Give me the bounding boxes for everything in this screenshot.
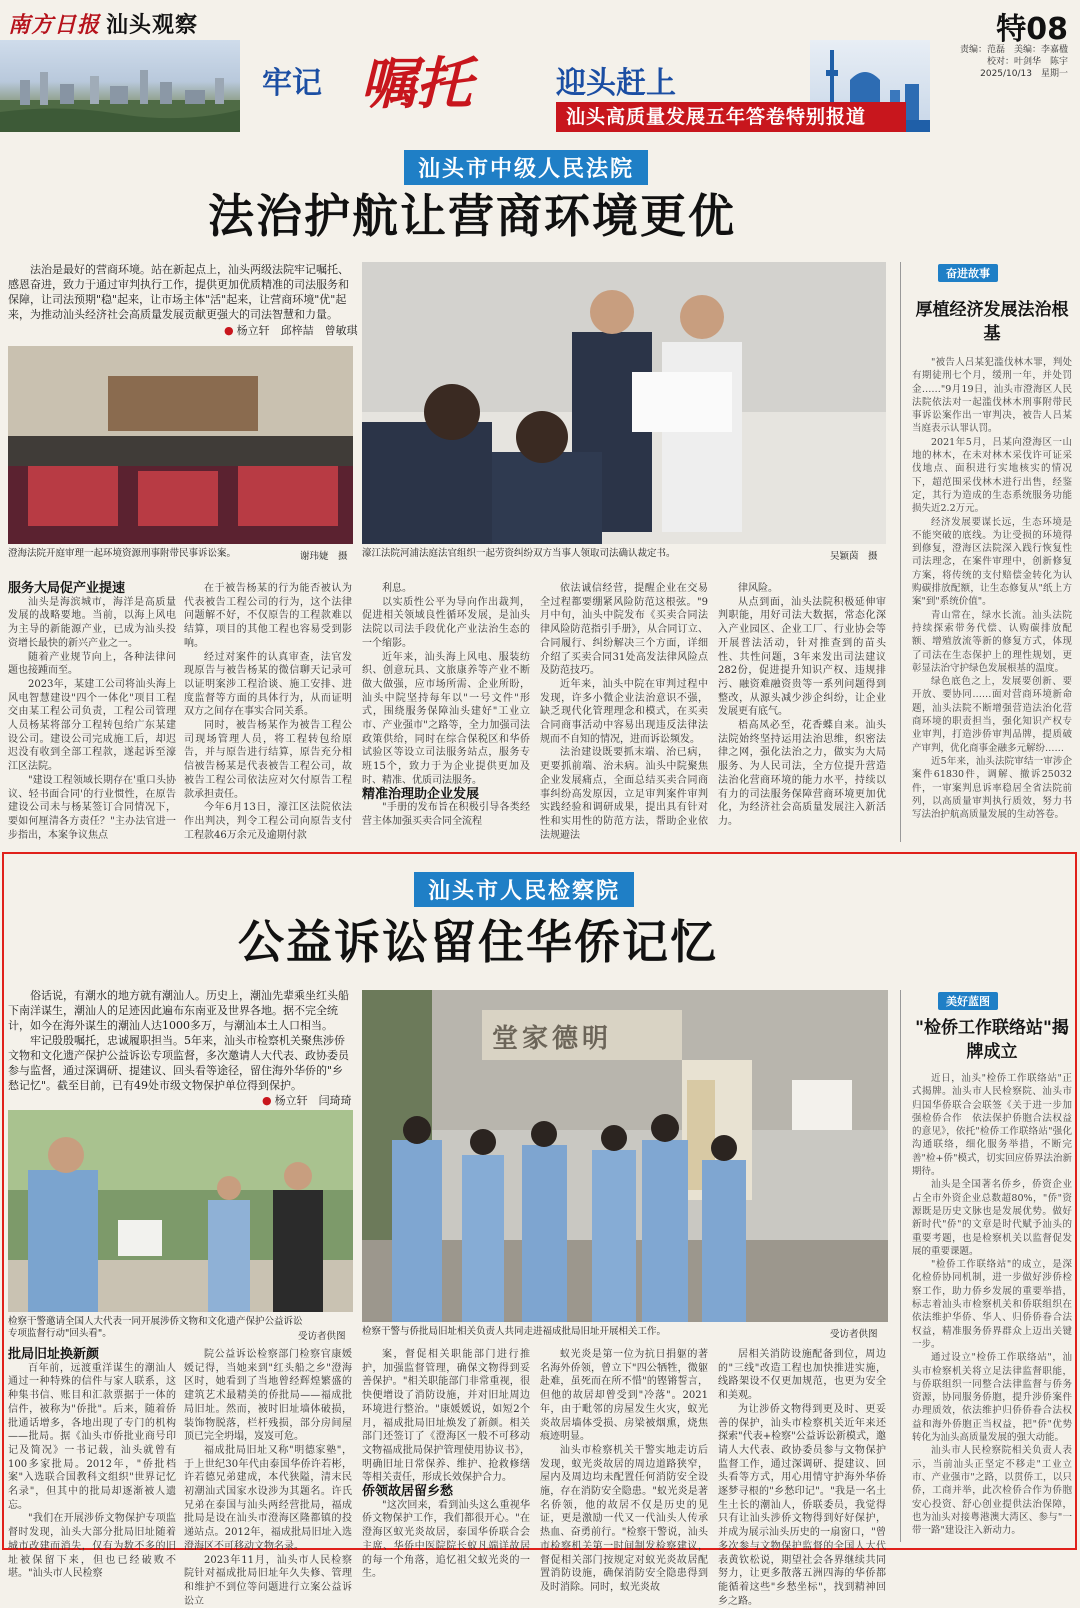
banner-slogan-a: 牢记 xyxy=(262,66,322,101)
article1-side-title: 厚植经济发展法治根基 xyxy=(915,300,1069,344)
building-plaque-text: 堂家德明 xyxy=(492,1024,613,1054)
paragraph: "检侨工作联络站"的成立，是深化检侨协同机制，进一步做好涉侨检察工作，助力侨乡发展的重要举措，标志着汕头市检察机关和侨联组织在依法维护华侨、华人、归侨侨眷合法权益，精准服务侨界群众上迈出关键一步。 xyxy=(912,1259,1072,1350)
article2-side-tag: 美好蓝图 xyxy=(938,992,998,1010)
banner-slogan-calligraphy: 嘱托 xyxy=(360,51,472,117)
paragraph: 绿色底色之上，发展要创新、要开放、要协同……面对营商环境新命题，汕头法院不断增强营造法治化营商环境的职责担当，强化知识产权专业审判，打造涉侨审判品牌，提质破产审判，优化商事金融多元解纷…… xyxy=(912,676,1072,754)
section-name: 汕头观察 xyxy=(106,13,199,38)
paragraph: 在于被告杨某的行为能否被认为代表被告工程公司的行为，这个法律问题解不好，不仅原告的工程款难以结算，项目的其他工程也容易受到影响。 xyxy=(184,583,352,649)
paragraph: 蚁光炎是第一位为抗日捐躯的著名海外侨领，曾立下"四公牺牲，微躯赴难，虽死而在所不惜"的铿锵誓言，但他的故居却曾受到"冷落"。2021年，由于毗邻的房屋发生火灾，蚁光炎故居墙体受损、房梁被烟熏，烧焦痕迹明显。 xyxy=(540,1349,708,1443)
article1-column-2 xyxy=(184,582,352,844)
paragraph: 2021年5月，吕某向澄海区一山地的林木，在未对林木采伐许可证采伐地点、面积进行实地核实的情况下，超范围采伐林木进行出售，经鉴定，其行为造成的生态系统服务功能损失近2.2万元。 xyxy=(912,436,1072,515)
article2-column-1 xyxy=(8,1347,176,1580)
paragraph: 近日，汕头"检侨工作联络站"正式揭牌。汕头市人民检察院、汕头市归国华侨联合会联签《关于进一步加强检侨合作 依法保护侨胞合法权益的意见》，依托"检侨工作联络站"强化沟通联络，细化服务举措，不断完善"检+侨"模式，切实回应侨界法治新期待。 xyxy=(912,1073,1072,1178)
paragraph: 近5年来，汕头法院审结一审涉企案件61830件，调解、撤诉25032件，一审案判息诉率稳居全省法院前列，以高质量审判执行质效，努力书写法治护航高质量发展的生动答卷。 xyxy=(912,755,1072,821)
paragraph: 百年前，远渡重洋谋生的潮汕人通过一种特殊的信件与家人联系，这种集书信、账目和汇款票据于一体的信件，被称为"侨批"。后来，随着侨批通话增多，各地出现了专门的机构——批局。据《汕头市侨批业商号印记及简况》一书记载，汕头就曾有100多家批局。2012年，"侨批档案"入选联合国教科文组织"世界记忆名录"，但其中的批局却逐渐被人遗忘。 xyxy=(8,1362,176,1511)
paragraph: 案，督促相关职能部门进行推护，加强监督管理，确保文物得到妥善保护。"相关职能部门非常重视，很快便增设了消防设施，并对旧址周边环境进行整治。"康媛媛说，如短2个月，福成批局旧址焕发了新颜。相关部门还签订了《澄海区一般不可移动文物福成批局保护管理使用协议书》，明确旧址日常保养、维护、抢救修缮等相关责任，形成长效保护合力。 xyxy=(362,1349,530,1484)
article2-side-body xyxy=(912,1072,1072,1542)
article2-headline: 公益诉讼留住华侨记忆 xyxy=(238,915,718,969)
article1-column-4 xyxy=(540,582,708,844)
paragraph: 随着产业规节向上，各种法律问题也接踵而至。 xyxy=(8,651,176,677)
paragraph: 律风险。 xyxy=(738,583,778,594)
article1-side-tag: 奋进故事 xyxy=(938,264,998,282)
article2-column-2 xyxy=(184,1348,352,1607)
paragraph: 近年来，汕头海上风电、服装纺织、创意玩具、文旅康养等产业不断做大做强，应市场所需、企业所盼，汕头中院坚持每年以"一号文件"形式，围绕服务保障汕头建好"工业立市、产业强市"之路等，全力加强司法政策供给，同时在综合保税区和华侨试验区等设立司法服务站点，服务专班15个，致力于为企业提供更加及时、精准、优质司法服务。 xyxy=(362,651,530,786)
article2-photo-qiaopi-site xyxy=(362,990,888,1322)
article1-column-5 xyxy=(718,582,886,844)
article1-subhead-2: 精准治理助企业发展 xyxy=(362,786,480,802)
article1-subhead-1: 服务大局促产业提速 xyxy=(8,581,126,596)
paragraph: 为让涉侨文物得到更及时、更妥善的保护，汕头市检察机关近年来还探索"代表+检察"公益诉讼新模式，邀请人大代表、政协委员参与文物保护监督工作，通过深调研、提建议、回头看等方式，用心用情守护海外华侨逐梦寻根的"乡愁印记"。"我是一名土生土长的潮汕人，侨联委员，我觉得只有让汕头涉侨文物得到好好保护，并成为展示汕头历史的一扇窗口，"曾多次参与文物保护监督的全国人大代表黄钦松说，期望社会各界继续共同努力，让更多散落五洲四海的华侨都能循着这些"乡愁坐标"，找到精神回乡之路。 xyxy=(718,1403,886,1607)
paragraph: 汕头市人民检察院相关负责人表示，当前汕头正坚定不移走"工业立市、产业强市"之路，以贯侨工，以只侨，工商并举，此次检侨合作为侨胞安心投资、舒心创业提供法治保障，也为汕头对接粤港澳大湾区、参与"一带一路"建设注入新动力。 xyxy=(912,1445,1072,1537)
paragraph: 经过对案件的认真审查，法官发现原告与被告杨某的微信聊天记录可以证明案涉工程洽谈、施工安排、进度监督等方面的具体行为，从而证明双方之间存在事实合同关系。 xyxy=(184,651,352,718)
article2-subhead-1: 批局旧址换新颜 xyxy=(8,1347,100,1362)
lead-paragraph-1: 俗话说，有潮水的地方就有潮汕人。历史上，潮汕先辈乘坐红头船下南洋谋生，潮汕人的足迹因此遍布东南亚及世界各地。据不完全统计，如今在海外谋生的潮汕人达1000多万，与潮汕本土人口相当。 xyxy=(8,989,349,1032)
paragraph: 法治建设既要抓末端、治已病，更要抓前端、治未病。汕头中院聚焦企业发展痛点，全面总结买卖合同商事纠纷高发原因，立足审判案件审判实践经验和调研成果，提出具有针对性和实用性的防范方法，帮助企业依法规避法 xyxy=(540,747,708,841)
editor-info xyxy=(948,44,1068,80)
article2-photo2-caption: 检察干警与侨批局旧址相关负责人共同走进福成批局旧址开展相关工作。 xyxy=(362,1326,667,1337)
article2-column-5 xyxy=(718,1348,886,1607)
article1-photo2-caption: 濠江法院河浦法庭法官组织一起劳资纠纷双方当事人领取司法确认裁定书。 xyxy=(362,548,676,559)
article1-photo2-credit: 吴颖茵 摄 xyxy=(830,551,878,562)
page-number: 特08 xyxy=(996,12,1068,47)
paragraph: 居相关消防设施配备到位，周边的"三线"改造工程也加快推进实施，线路架设不仅更加规范，也更为安全和美观。 xyxy=(718,1349,886,1402)
banner-slogan-b: 迎头赶上 xyxy=(556,66,676,101)
paragraph: 依法诚信经营，提醒企业在交易全过程都要绷紧风险防范这根弦。"9月中旬，汕头中院发布《买卖合同法律风险防范指引手册》，从合同订立、合同履行、纠纷解决三个方面，详细介绍了买卖合同31处高发法律风险点及防范技巧。 xyxy=(540,583,708,677)
article2-photo2-credit: 受访者供图 xyxy=(830,1329,878,1340)
paragraph: "我们在开展涉侨文物保护专项监督时发现，汕头大部分批局旧址随着城市改建而消失，仅有为数不多的旧址被保留下来，但也已经破败不堪。"汕头市人民检察 xyxy=(8,1513,176,1580)
article2-photo1-credit: 受访者供图 xyxy=(298,1331,346,1342)
paragraph: 2023年，某建工公司将汕头海上风电智慧建设"四个一体化"项目工程交由某工程公司负责，工程公司管理人员杨某将部分工程转包给广东某建设公司。建设公司完成施工后，却迟迟没有收到全部工程款，遂起诉至濠江区法院。 xyxy=(8,678,176,773)
paragraph: 经济发展要谋长远，生态环境是不能突破的底线。为让受损的环境得到修复，澄海区法院深入践行恢复性司法理念，在案件审理中，创新修复方案，将传统的支付赔偿金转化为认购碳排放配额，让生态修复从"纸上方案"到"系统价值"。 xyxy=(912,516,1072,608)
paragraph: "建设工程领域长期存在'重口头协议、轻书面合同'的行业惯性，在原告建设公司未与杨某签订合同情况下，要如何厘清各方责任？"主办法官进一步指出，本案争议焦点 xyxy=(8,774,176,841)
article1-photo1-credit: 谢玮婕 摄 xyxy=(300,551,348,562)
paragraph: "手册的发布旨在积极引导各类经营主体加强买卖合同全流程 xyxy=(362,802,530,827)
article1-kicker: 汕头市中级人民法院 xyxy=(404,150,648,185)
paragraph: 院公益诉讼检察部门检察官康媛媛记得，当她来到"红头船之乡"澄海区时，她看到了当地曾经辉煌繁盛的建筑艺术最精美的侨批局——福成批局旧址。然而，被时旧址墙体破损，装饰物脱落，栏杆残损，部分房间屋顶已完全坍塌，岌岌可危。 xyxy=(184,1349,352,1443)
paragraph: 以实质性公平为导向作出裁判，促进相关领域良性循环发展，是汕头法院以司法手段优化产业法治生态的一个缩影。 xyxy=(362,596,530,649)
article1-photo-courtroom xyxy=(8,346,353,544)
article1-byline: ● 杨立轩 邱梓喆 曾敏琪 xyxy=(224,322,358,338)
paragraph: 梧高凤必至，花香蝶自来。汕头法院始终坚持运用法治思维，织密法律之网，强化法治之力，做实为大局服务、为人民司法，全方位提升营造法治化营商环境的能力水平，持续以有力的司法服务保障营商环境更加优化，为经济社会高质量发展注入新活力。 xyxy=(718,720,886,827)
article1-column-1 xyxy=(8,582,176,844)
paragraph: 汕头是海滨城市，海洋是高质量发展的战略要地。当前，以海上风电为主导的新能源产业，已成为汕头投资增长最快的新兴产业之一。 xyxy=(8,596,176,649)
paragraph: 同时，被告杨某作为被告工程公司现场管理人员，将工程转包给原告，并与原告进行结算，原告充分相信被告杨某是代表被告工程公司，故被告工程公司依法应对欠付原告工程款承担责任。 xyxy=(184,720,352,800)
article1-photo-judges xyxy=(362,262,886,544)
paragraph: "这次回来，看到汕头这么重视华侨文物保护工作，我们都很开心。"在澄海区蚁光炎故居，泰国华侨联合会主席、华侨中医院院长蚁凡端详故居的每一个角落，追忆祖父蚁光炎的一生。 xyxy=(362,1499,530,1580)
article1-lead: 法治是最好的营商环境。站在新起点上，汕头两级法院牢记嘱托、感恩奋进，致力于通过审判执行工作，提供更加优质精准的司法服务和保障，让司法预期"稳"起来，让市场主体"活"起来，让营商环境"优"起来，为推动汕头经济社会高质量发展贡献更强大的司法智慧和力量。 xyxy=(8,263,349,321)
article2-column-4 xyxy=(540,1348,708,1593)
paragraph: 汕头市检察机关干警实地走访后发现，蚁光炎故居的周边道路狭窄，屋内及周边均未配置任何消防安全设施，存在消防安全隐患。"蚁光炎是著名侨领，他的故居不仅是历史的见证，更是激励一代又一代汕头人传承热血、奋勇前行。"检察干警说，汕头市检察机关第一时间制发检察建议，督促相关部门按规定对蚁光炎故居配置消防设施，确保消防安全隐患得到及时消除。同时，蚁光炎故 xyxy=(540,1444,708,1593)
article1-photo1-caption: 澄海法院开庭审理一起环境资源刑事附带民事诉讼案。 xyxy=(8,548,237,559)
date-line: 2025/10/13 星期一 xyxy=(980,69,1068,79)
article1-column-3 xyxy=(362,582,530,844)
newspaper-name: 南方日报 xyxy=(8,12,101,38)
paragraph: 通过设立"检侨工作联络站"，汕头市检察机关将立足法律监督职能，与侨联组织一同整合法律监督与侨务资源，协同服务侨胞，提升涉侨案件办理质效，依法维护归侨侨眷合法权益和海外侨胞正当权益，把"侨"优势转化为汕头高质量发展的强大动能。 xyxy=(912,1352,1072,1444)
article2-photo1-caption: 检察干警邀请全国人大代表一同开展涉侨文物和文化遗产保护公益诉讼专项监督行动"回头看"。 xyxy=(8,1316,303,1339)
sidebar-divider xyxy=(900,262,901,842)
banner-ribbon: 汕头高质量发展五年答卷特别报道 xyxy=(556,102,906,132)
editor-line: 责编：范磊 美编：李嘉楹 xyxy=(959,45,1068,55)
paragraph: 近年来，汕头中院在审判过程中发现，许多小微企业法治意识不强，缺乏现代化管理理念和模式，在买卖合同商事活动中容易出现违反法律法规而不自知的情况，进而诉讼频发。 xyxy=(540,678,708,745)
paragraph: 今年6月13日，濠江区法院依法作出判决，判令工程公司向原告支付工程款46万余元及逾期付款 xyxy=(184,802,352,841)
paragraph: 从点到面，汕头法院积极延伸审判职能，用好司法大数据，常态化深入产业园区、企业工厂、行业协会等开展普法活动，针对推查到的苗头性、共性问题，3年来发出司法建议282份，促进提升知识产权、违规排污、融资难融资贵等一系列问题得到整改，从源头减少涉企纠纷，让企业发展更有底气。 xyxy=(718,596,886,718)
article2-kicker: 汕头市人民检察院 xyxy=(414,872,634,907)
paragraph: 利息。 xyxy=(382,583,412,594)
article2-side-title: "检侨工作联络站"揭牌成立 xyxy=(915,1018,1069,1062)
article2-photo-inspection xyxy=(8,1110,353,1312)
paragraph: "被告人吕某犯滥伐林木罪，判处有期徒刑七个月，缓刑一年，并处罚金……"9月19日，汕头市澄海区人民法院依法对一起滥伐林木刑事附带民事诉讼案作出一审判决，被告人吕某当庭表示认罪认罚。 xyxy=(912,357,1072,435)
sidebar-divider xyxy=(900,990,901,1542)
article1-side-body xyxy=(912,356,1072,842)
masthead-brand xyxy=(8,8,198,39)
paragraph: 2023年11月，汕头市人民检察院针对福成批局旧址年久失修、管理和维护不到位等问题进行立案公益诉讼立 xyxy=(184,1554,352,1607)
paragraph: 福成批局旧址又称"明德家塾"，于上世纪30年代由泰国华侨许若彬，许若德兄弟建成，本代狭隘，清末民初潮汕式国家水设涉为其题名。许氏兄弟在泰国与汕头两经营批局，福成批局是设在汕头市澄海区隆都镇的投递站点。2012年，福成批局旧址入选澄海区不可移动文物名录。 xyxy=(184,1444,352,1552)
article2-byline: ● 杨立轩 闫琦琦 xyxy=(262,1092,352,1108)
city-skyline-photo xyxy=(0,40,240,132)
paragraph: 汕头是全国著名侨乡，侨资企业占全市外资企业总数超80%，"侨"资源既是历史文脉也是发展优势。做好新时代"侨"的文章是时代赋予汕头的重要考题，也是检察机关以监督促发展的重要课题。 xyxy=(912,1179,1072,1257)
lead-paragraph-2: 牢记殷殷嘱托，忠诚履职担当。5年来，汕头市检察机关聚焦涉侨文物和文化遗产保护公益诉讼专项监督，多次邀请人大代表、政协委员参与监督，通过深调研、提建议、回头看等途径，留住海外华侨的"乡愁记忆"。截至目前，已有49处市级文物保护单位得到保护。 xyxy=(8,1034,349,1092)
paragraph: 青山常在，绿水长流。汕头法院持续探索带务代偿、认购碳排放配额、增殖放流等新的修复方式，体现了司法在生态保护上的理性规划，更彰显法治守护绿色发展根基的温度。 xyxy=(912,609,1072,674)
article1-headline: 法治护航让营商环境更优 xyxy=(208,189,736,243)
article2-column-3 xyxy=(362,1348,530,1580)
proofreader-line: 校对：叶剑华 陈宇 xyxy=(986,57,1068,67)
article2-subhead-2: 侨领故居留乡愁 xyxy=(362,1484,454,1500)
article2-lead xyxy=(8,988,353,1093)
